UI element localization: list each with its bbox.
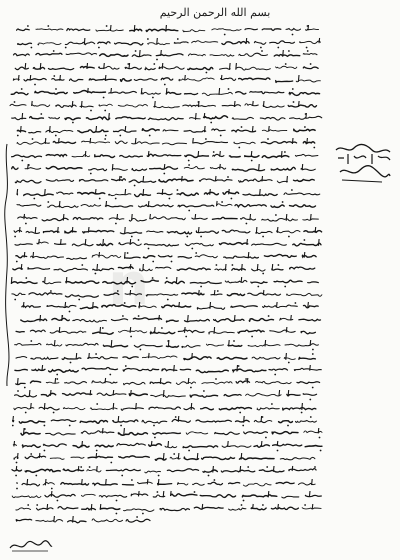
script-line bbox=[6, 213, 324, 225]
watermark: n bbox=[108, 250, 150, 318]
script-line bbox=[6, 74, 324, 86]
script-line bbox=[6, 125, 324, 137]
script-line bbox=[6, 440, 324, 452]
basmala-heading: بسم الله الرحمن الرحيم bbox=[159, 6, 271, 19]
script-line bbox=[6, 49, 324, 61]
script-line bbox=[6, 352, 324, 364]
script-line bbox=[6, 24, 324, 36]
script-line bbox=[6, 200, 324, 212]
handwritten-text-block bbox=[6, 24, 324, 534]
script-line bbox=[6, 465, 324, 477]
script-line bbox=[6, 226, 324, 238]
left-margin-script bbox=[2, 140, 12, 390]
script-line bbox=[6, 478, 324, 490]
script-line bbox=[6, 339, 324, 351]
script-line bbox=[6, 62, 324, 74]
script-line bbox=[6, 150, 324, 162]
script-line bbox=[6, 503, 324, 515]
script-line bbox=[6, 427, 324, 439]
script-line bbox=[6, 100, 324, 112]
script-line bbox=[6, 175, 324, 187]
script-line bbox=[6, 276, 324, 288]
signature-mark bbox=[8, 538, 54, 554]
script-line bbox=[6, 377, 324, 389]
script-line bbox=[6, 364, 324, 376]
script-line bbox=[6, 301, 324, 313]
script-line bbox=[6, 389, 324, 401]
margin-annotation bbox=[332, 140, 394, 188]
script-line bbox=[6, 289, 324, 301]
script-line bbox=[6, 137, 324, 149]
margin-annotation-script bbox=[332, 140, 394, 188]
script-line bbox=[6, 515, 324, 527]
script-line bbox=[6, 326, 324, 338]
script-line bbox=[6, 402, 324, 414]
script-line bbox=[6, 263, 324, 275]
script-line bbox=[6, 37, 324, 49]
script-line bbox=[6, 238, 324, 250]
script-line bbox=[6, 452, 324, 464]
script-line bbox=[6, 112, 324, 124]
script-line bbox=[6, 87, 324, 99]
script-line bbox=[6, 415, 324, 427]
script-line bbox=[6, 163, 324, 175]
script-line bbox=[6, 251, 324, 263]
script-line bbox=[6, 188, 324, 200]
script-line bbox=[6, 314, 324, 326]
script-line bbox=[6, 490, 324, 502]
